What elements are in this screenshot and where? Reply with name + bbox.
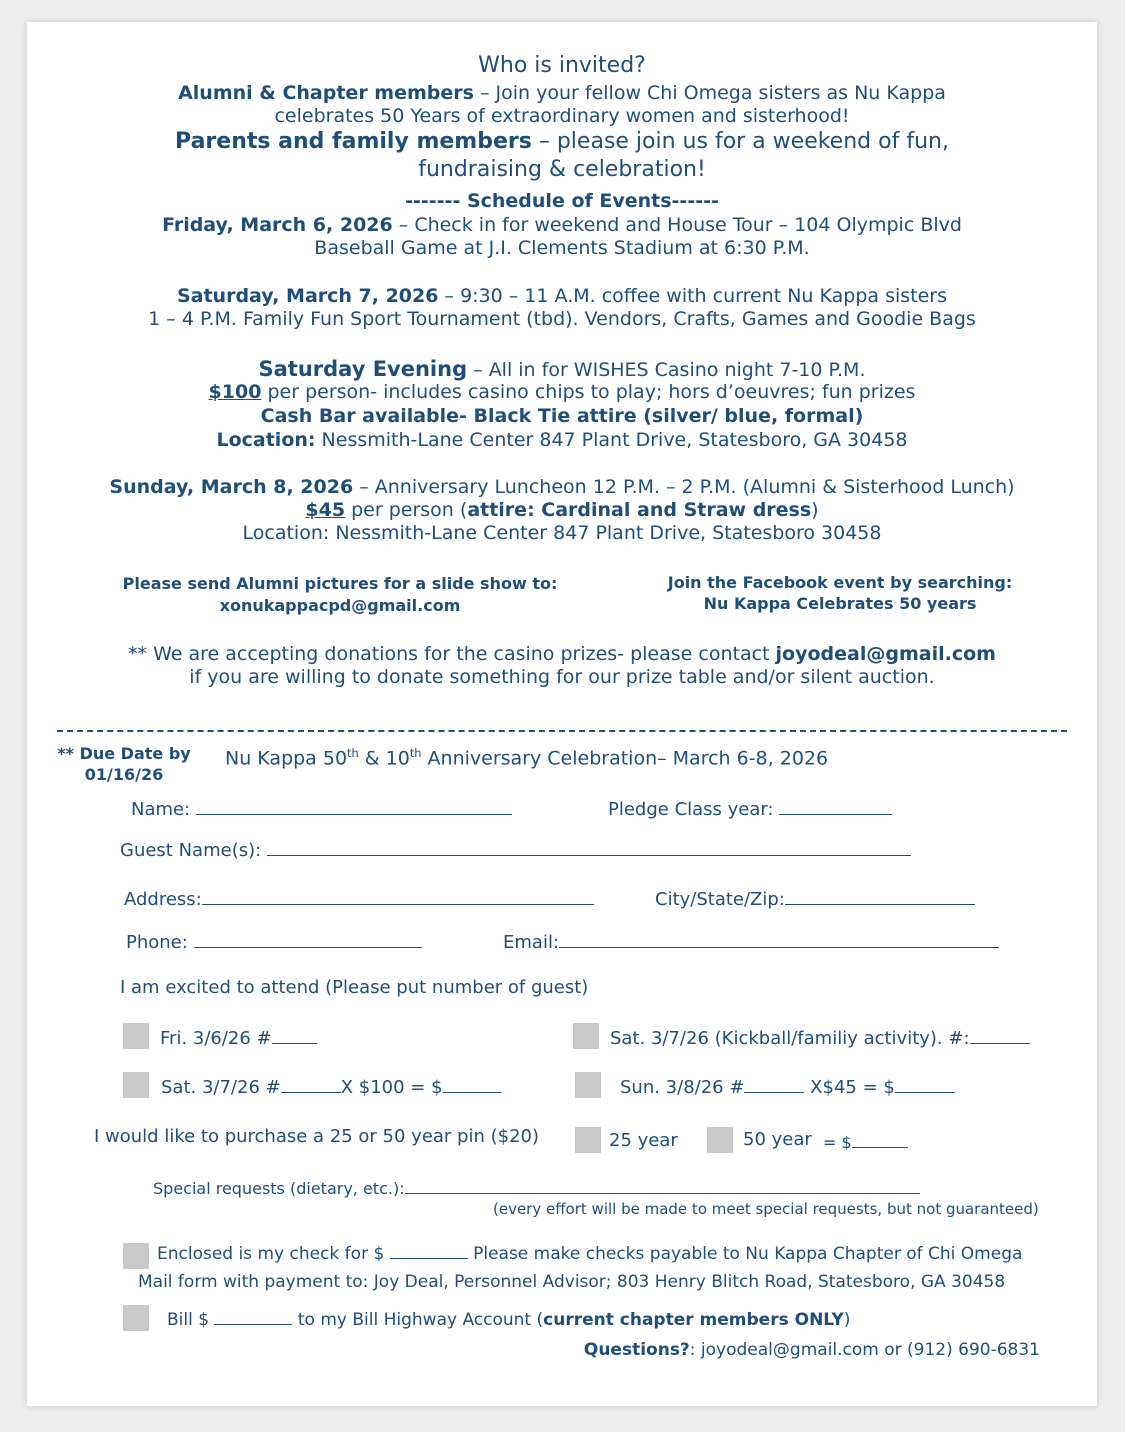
saturday-line: Saturday, March 7, 2026 – 9:30 – 11 A.M. coffee with current Nu Kappa sisters [176,285,948,307]
facebook-event-name: Nu Kappa Celebrates 50 years [703,594,977,613]
checkbox-pin-50[interactable] [707,1127,733,1153]
evening-line: Saturday Evening – All in for WISHES Casino night 7-10 P.M. [258,357,866,381]
evening-bar-line: Cash Bar available- Black Tie attire (silver/ blue, formal) [260,405,864,427]
alumni-label: Alumni & Chapter members [178,82,474,104]
mail-line: Mail form with payment to: Joy Deal, Personnel Advisor; 803 Henry Blitch Road, Statesboro, GA 30458 [138,1272,1006,1292]
sunday-line: Sunday, March 8, 2026 – Anniversary Luncheon 12 P.M. – 2 P.M. (Alumni & Sisterhood Lunch) [109,476,1015,498]
form-title: Nu Kappa 50th & 10th Anniversary Celebration– March 6-8, 2026 [225,746,829,770]
pin-50-label: 50 year [743,1129,812,1150]
alumni-line: Alumni & Chapter members – Join your fellow Chi Omega sisters as Nu Kappa [178,82,946,104]
check-line: Enclosed is my check for $ Please make checks payable to Nu Kappa Chapter of Chi Omega [157,1242,1022,1264]
pin-25-label: 25 year [609,1130,678,1151]
parents-line: Parents and family members – please join us for a weekend of fun, [175,129,949,154]
donations-line-2: if you are willing to donate something for our prize table and/or silent auction. [189,666,935,688]
pin-label: I would like to purchase a 25 or 50 year pin ($20) [94,1126,540,1147]
name-field[interactable]: Name: [131,797,512,820]
pin-total-field[interactable]: = $ [823,1132,908,1152]
parents-label: Parents and family members [175,129,532,154]
parents-line-2: fundraising & celebration! [418,157,706,182]
checkbox-bill-highway[interactable] [123,1305,149,1331]
sat-casino-option: Sat. 3/7/26 # X $100 = $ [161,1075,501,1098]
alumni-line-2: celebrates 50 Years of extraordinary women and sisterhood! [274,105,850,127]
sat-kickball-option: Sat. 3/7/26 (Kickball/familiy activity). #: [610,1026,1030,1049]
schedule-heading: ------- Schedule of Events------ [405,190,719,212]
special-requests-note: (every effort will be made to meet special requests, but not guaranteed) [493,1200,1039,1218]
bill-line: Bill $ to my Bill Highway Account (current chapter members ONLY) [167,1308,850,1330]
checkbox-pin-25[interactable] [575,1127,601,1153]
phone-field[interactable]: Phone: [126,930,422,953]
cut-line-divider [57,730,1067,732]
fri-option: Fri. 3/6/26 # [160,1026,317,1049]
pictures-email[interactable]: xonukappacpd@gmail.com [219,596,461,615]
donations-line: ** We are accepting donations for the casino prizes- please contact joyodeal@gmail.com [128,643,996,665]
donations-email[interactable]: joyodeal@gmail.com [775,643,996,665]
attend-label: I am excited to attend (Please put number of guest) [120,977,589,998]
friday-line-2: Baseball Game at J.I. Clements Stadium at 6:30 P.M. [314,237,810,259]
due-date: ** Due Date by 01/16/26 [57,744,191,784]
address-field[interactable]: Address: [124,887,594,910]
evening-location-line: Location: Nessmith-Lane Center 847 Plant Drive, Statesboro, GA 30458 [216,429,908,451]
pledge-class-field[interactable]: Pledge Class year: [608,797,892,820]
city-state-zip-field[interactable]: City/State/Zip: [655,887,975,910]
checkbox-sat-kickball[interactable] [573,1023,599,1049]
questions-line: Questions?: joyodeal@gmail.com or (912) 690-6831 [583,1340,1040,1360]
sunday-location-line: Location: Nessmith-Lane Center 847 Plant Drive, Statesboro 30458 [242,522,882,544]
flyer-page [27,22,1097,1406]
friday-line: Friday, March 6, 2026 – Check in for weekend and House Tour – 104 Olympic Blvd [162,214,962,236]
evening-price-line: $100 per person- includes casino chips to play; hors d’oeuvres; fun prizes [208,381,916,403]
facebook-callout: Join the Facebook event by searching: [667,573,1013,592]
email-field[interactable]: Email: [503,930,999,953]
pictures-callout: Please send Alumni pictures for a slide show to: [122,574,558,593]
invite-title: Who is invited? [478,53,646,78]
saturday-line-2: 1 – 4 P.M. Family Fun Sport Tournament (tbd). Vendors, Crafts, Games and Goodie Bags [148,308,976,330]
checkbox-fri[interactable] [123,1023,149,1049]
sunday-price-line: $45 per person (attire: Cardinal and Straw dress) [305,499,819,521]
checkbox-sat-casino[interactable] [123,1072,149,1098]
checkbox-sun-luncheon[interactable] [575,1072,601,1098]
guest-names-field[interactable]: Guest Name(s): [120,838,911,861]
sun-luncheon-option: Sun. 3/8/26 # X$45 = $ [620,1075,955,1098]
checkbox-enclosed-check[interactable] [123,1243,149,1269]
special-requests-field[interactable]: Special requests (dietary, etc.): [153,1178,920,1198]
